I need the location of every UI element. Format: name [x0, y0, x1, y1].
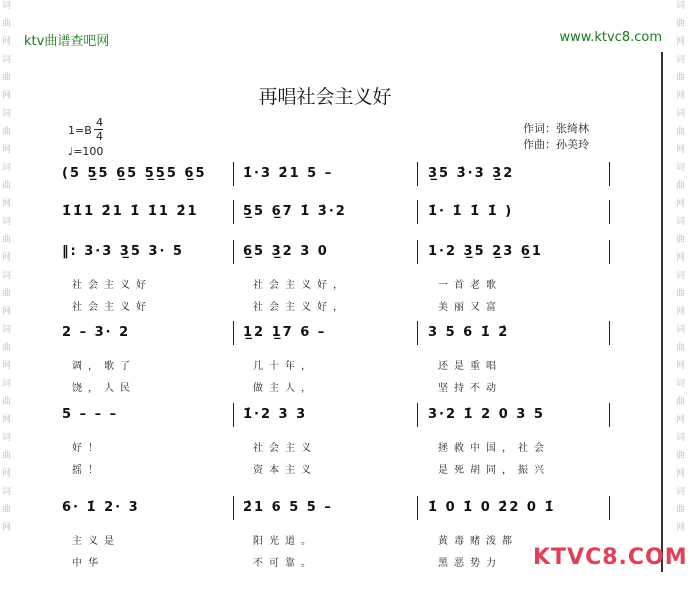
- bar-line: [233, 496, 234, 520]
- lyric-line: 美丽又富: [438, 302, 502, 313]
- side-watermark-char: 曲: [2, 235, 12, 245]
- composer-credit: 作曲：孙美玲: [523, 138, 589, 151]
- measure-notes: 3·2 1̇ 2 0 3 5: [428, 407, 545, 422]
- bar-line: [609, 200, 610, 224]
- bar-line: [417, 321, 418, 345]
- measure-notes: 1̇ 0 1̇ 0 2̇2 0 1̇: [428, 500, 556, 515]
- lyric-line: 饶，人民: [72, 383, 136, 394]
- side-watermark-char: 词: [2, 433, 12, 443]
- bar-line: [609, 162, 610, 186]
- lyric-line: 资本主义: [253, 465, 317, 476]
- side-watermark-char: 曲: [676, 19, 686, 29]
- key-signature: 1=B: [68, 124, 92, 137]
- measure-notes: 6· 1̇ 2· 3: [62, 500, 140, 515]
- lyric-line: 还是重唱: [438, 361, 502, 372]
- measure-notes: 5 – – –: [62, 407, 119, 422]
- side-watermark-char: 词: [676, 55, 686, 65]
- measure-notes: ‖: 3·3 3̲5 3· 5: [62, 244, 184, 259]
- ktvc8-watermark-logo: KTVC8.COM: [533, 545, 688, 570]
- tempo-marking: ♩=100: [68, 145, 104, 158]
- lyric-line: 社会主义好: [72, 302, 152, 313]
- side-watermark-char: 词: [676, 163, 686, 173]
- measure-notes: 1̇· 1̇ 1̇ 1̇ ): [428, 204, 514, 219]
- lyric-line: 调，歌了: [72, 361, 136, 372]
- time-signature-bottom: 4: [96, 130, 103, 143]
- bar-line: [417, 162, 418, 186]
- side-watermark-char: 曲: [676, 127, 686, 137]
- side-watermark-char: 网: [2, 253, 12, 263]
- lyric-line: 是死胡同，振兴: [438, 465, 550, 476]
- lyric-line: 阳光道。: [253, 536, 317, 547]
- side-watermark-char: 网: [2, 361, 12, 371]
- lyric-line: 社会主义好: [72, 280, 152, 291]
- side-watermark-char: 网: [676, 37, 686, 47]
- measure-notes: 1·2 3̲5 2̲3 6̲1: [428, 244, 543, 259]
- side-watermark-char: 词: [676, 271, 686, 281]
- bar-line: [609, 496, 610, 520]
- measure-notes: 1̇·3 2̇1 5 –: [243, 166, 334, 181]
- side-watermark-char: 网: [676, 253, 686, 263]
- time-signature-top: 4: [96, 116, 103, 129]
- side-watermark-char: 网: [676, 361, 686, 371]
- lyricist-credit: 作词：张绮林: [523, 122, 589, 135]
- measure-notes: 6̲5 3̲2 3 0: [243, 244, 329, 259]
- page-border-line: [661, 52, 663, 572]
- bar-line: [417, 496, 418, 520]
- side-watermark-char: 网: [2, 199, 12, 209]
- measure-notes: 2 – 3· 2: [62, 325, 131, 340]
- side-watermark-char: 词: [676, 487, 686, 497]
- measure-notes: (5 5̲5 6̲5 5̲5̲5 6̲5: [62, 166, 207, 181]
- measure-notes: 3 5 6 1̇ 2̇: [428, 325, 510, 340]
- side-watermark-char: 网: [2, 91, 12, 101]
- side-watermark-char: 曲: [676, 73, 686, 83]
- side-watermark-char: 词: [2, 217, 12, 227]
- bar-line: [609, 321, 610, 345]
- bar-line: [609, 403, 610, 427]
- bar-line: [609, 240, 610, 264]
- side-watermark-char: 词: [2, 163, 12, 173]
- lyric-line: 社会主义好，: [253, 302, 349, 313]
- side-watermark-char: 词: [2, 325, 12, 335]
- bar-line: [233, 403, 234, 427]
- side-watermark-char: 曲: [676, 505, 686, 515]
- side-watermark-char: 网: [2, 469, 12, 479]
- side-watermark-char: 词: [676, 1, 686, 11]
- side-watermark-char: 网: [676, 469, 686, 479]
- lyric-line: 好！: [72, 443, 104, 454]
- song-title: 再唱社会主义好: [258, 86, 392, 108]
- bar-line: [417, 240, 418, 264]
- side-watermark-char: 网: [2, 145, 12, 155]
- side-watermark-char: 词: [2, 487, 12, 497]
- measure-notes: 5̲5 6̲7 1̇ 3̇·2: [243, 204, 347, 219]
- measure-notes: 1̇·2 3 3: [243, 407, 308, 422]
- side-watermark-char: 曲: [676, 343, 686, 353]
- side-watermark-char: 词: [676, 325, 686, 335]
- side-watermark-char: 曲: [2, 181, 12, 191]
- measure-notes: 2̇1 6 5 5 –: [243, 500, 333, 515]
- side-watermark-char: 曲: [2, 451, 12, 461]
- lyric-line: 做主人，: [253, 383, 317, 394]
- side-watermark-char: 曲: [676, 235, 686, 245]
- lyric-line: 社会主义: [253, 443, 317, 454]
- lyric-line: 摇！: [72, 465, 104, 476]
- bar-line: [417, 200, 418, 224]
- side-watermark-char: 曲: [676, 181, 686, 191]
- side-watermark-char: 曲: [2, 343, 12, 353]
- bar-line: [233, 200, 234, 224]
- lyric-line: 一首老歌: [438, 280, 502, 291]
- side-watermark-char: 曲: [2, 397, 12, 407]
- lyric-line: 拯救中国，社会: [438, 443, 550, 454]
- lyric-line: 中华: [72, 558, 104, 569]
- side-watermark-char: 曲: [2, 127, 12, 137]
- lyric-line: 不可靠。: [253, 558, 317, 569]
- side-watermark-char: 网: [2, 523, 12, 533]
- lyric-line: 主义是: [72, 536, 120, 547]
- side-watermark-char: 词: [2, 379, 12, 389]
- measure-notes: 1̲2 1̲7 6 –: [243, 325, 327, 340]
- side-watermark-char: 曲: [2, 289, 12, 299]
- side-watermark-char: 网: [676, 523, 686, 533]
- bar-line: [417, 403, 418, 427]
- side-watermark-char: 曲: [676, 397, 686, 407]
- bar-line: [233, 240, 234, 264]
- measure-notes: 1̇1̇1 2̇1 1̇ 1̇1 2̇1: [62, 204, 199, 219]
- side-watermark-char: 网: [676, 145, 686, 155]
- bar-line: [233, 162, 234, 186]
- side-watermark-char: 网: [676, 199, 686, 209]
- side-watermark-char: 词: [676, 109, 686, 119]
- side-watermark-char: 词: [676, 217, 686, 227]
- side-watermark-char: 曲: [676, 289, 686, 299]
- lyric-line: 黑恶势力: [438, 558, 502, 569]
- side-watermark-char: 网: [2, 415, 12, 425]
- side-watermark-char: 词: [2, 109, 12, 119]
- right-watermark-column: [676, 0, 688, 595]
- side-watermark-char: 网: [2, 307, 12, 317]
- side-watermark-char: 词: [2, 55, 12, 65]
- site-url: www.ktvc8.com: [559, 30, 662, 45]
- side-watermark-char: 词: [676, 379, 686, 389]
- side-watermark-char: 词: [2, 271, 12, 281]
- measure-notes: 3̲5 3̇·3 3̲2: [428, 166, 515, 181]
- side-watermark-char: 网: [676, 307, 686, 317]
- side-watermark-char: 词: [2, 1, 12, 11]
- side-watermark-char: 曲: [2, 505, 12, 515]
- side-watermark-char: 网: [2, 37, 12, 47]
- side-watermark-char: 曲: [2, 73, 12, 83]
- side-watermark-char: 曲: [676, 451, 686, 461]
- lyric-line: 黄毒赌泼都: [438, 536, 518, 547]
- side-watermark-char: 词: [676, 433, 686, 443]
- side-watermark-char: 网: [676, 91, 686, 101]
- bar-line: [233, 321, 234, 345]
- site-name: ktv曲谱查吧网: [24, 34, 110, 49]
- side-watermark-char: 网: [676, 415, 686, 425]
- side-watermark-char: 曲: [2, 19, 12, 29]
- lyric-line: 社会主义好，: [253, 280, 349, 291]
- lyric-line: 坚持不动: [438, 383, 502, 394]
- lyric-line: 几十年，: [253, 361, 317, 372]
